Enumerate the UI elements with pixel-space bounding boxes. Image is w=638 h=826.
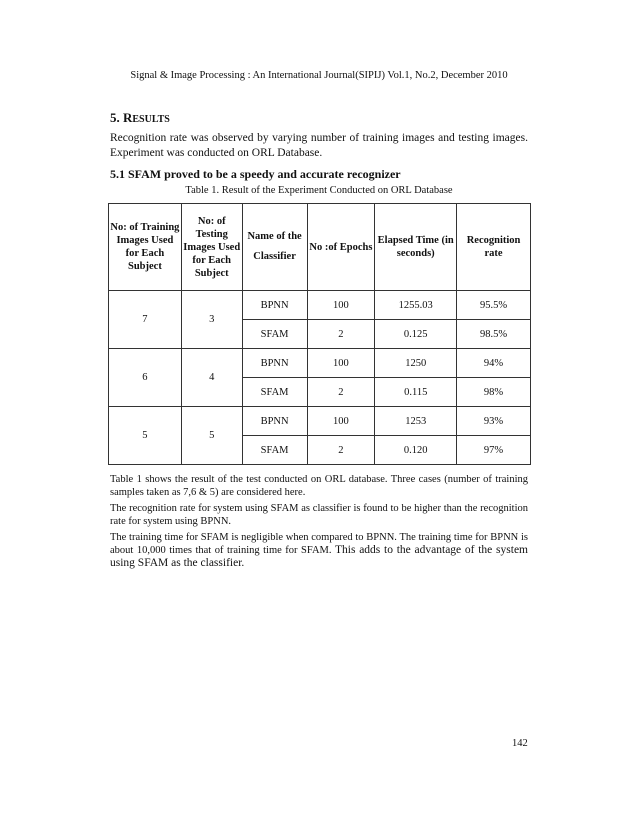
cell-time: 1250 — [375, 349, 457, 378]
cell-epochs: 100 — [307, 291, 375, 320]
section-title-rest: ESULTS — [132, 114, 170, 125]
cell-testing: 4 — [181, 349, 242, 407]
section-heading — [110, 110, 170, 126]
header-classifier: Name of the Classifier — [242, 204, 307, 291]
cell-time: 1255.03 — [375, 291, 457, 320]
cell-rate: 95.5% — [457, 291, 531, 320]
cell-training: 5 — [109, 407, 182, 465]
results-table — [108, 203, 531, 465]
cell-rate: 98% — [457, 378, 531, 407]
paragraph-training-time-a: The training time for SFAM is negligible when compared to BPNN. The training time for BPNN is about 10,000 times that of training time for SFAM. — [110, 532, 528, 556]
paragraph-table-summary: Table 1 shows the result of the test conducted on ORL database. Three cases (number of training samples taken as 7,6 & 5) are considered here. — [110, 474, 528, 498]
cell-time: 1253 — [375, 407, 457, 436]
cell-time: 0.125 — [375, 320, 457, 349]
cell-classifier: SFAM — [242, 320, 307, 349]
cell-epochs: 2 — [307, 320, 375, 349]
table-row — [109, 407, 531, 436]
cell-rate: 98.5% — [457, 320, 531, 349]
cell-testing: 3 — [181, 291, 242, 349]
cell-testing: 5 — [181, 407, 242, 465]
table-caption: Table 1. Result of the Experiment Conducted on ORL Database — [185, 185, 453, 196]
cell-rate: 94% — [457, 349, 531, 378]
cell-epochs: 100 — [307, 349, 375, 378]
header-rate: Recognition rate — [457, 204, 531, 291]
cell-classifier: SFAM — [242, 378, 307, 407]
paragraph-intro: Recognition rate was observed by varying number of training images and testing images. Experiment was conducted on ORL Database. — [110, 132, 528, 159]
cell-classifier: BPNN — [242, 291, 307, 320]
table-row — [109, 349, 531, 378]
section-title-first: R — [123, 110, 133, 125]
table-header-row — [109, 204, 531, 291]
header-testing: No: of Testing Images Used for Each Subject — [181, 204, 242, 291]
header-time: Elapsed Time (in seconds) — [375, 204, 457, 291]
cell-time: 0.115 — [375, 378, 457, 407]
cell-classifier: SFAM — [242, 436, 307, 465]
paragraph-training-time — [110, 531, 528, 570]
section-number: 5. — [110, 110, 120, 125]
cell-time: 0.120 — [375, 436, 457, 465]
paragraph-recognition: The recognition rate for system using SFAM as classifier is found to be higher than the recognition rate for system using BPNN. — [110, 503, 528, 527]
cell-epochs: 100 — [307, 407, 375, 436]
header-epochs: No :of Epochs — [307, 204, 375, 291]
cell-training: 7 — [109, 291, 182, 349]
cell-training: 6 — [109, 349, 182, 407]
header-training: No: of Training Images Used for Each Subject — [109, 204, 182, 291]
subsection-heading: 5.1 SFAM proved to be a speedy and accurate recognizer — [110, 167, 401, 181]
cell-epochs: 2 — [307, 436, 375, 465]
paragraph-training-time-b: This adds to the advantage of the system using SFAM as the classifier. — [110, 544, 528, 569]
running-header: Signal & Image Processing : An International Journal(SIPIJ) Vol.1, No.2, December 2010 — [130, 70, 508, 81]
cell-epochs: 2 — [307, 378, 375, 407]
cell-rate: 93% — [457, 407, 531, 436]
cell-classifier: BPNN — [242, 407, 307, 436]
cell-classifier: BPNN — [242, 349, 307, 378]
table-row — [109, 291, 531, 320]
page-number: 142 — [512, 738, 528, 749]
cell-rate: 97% — [457, 436, 531, 465]
